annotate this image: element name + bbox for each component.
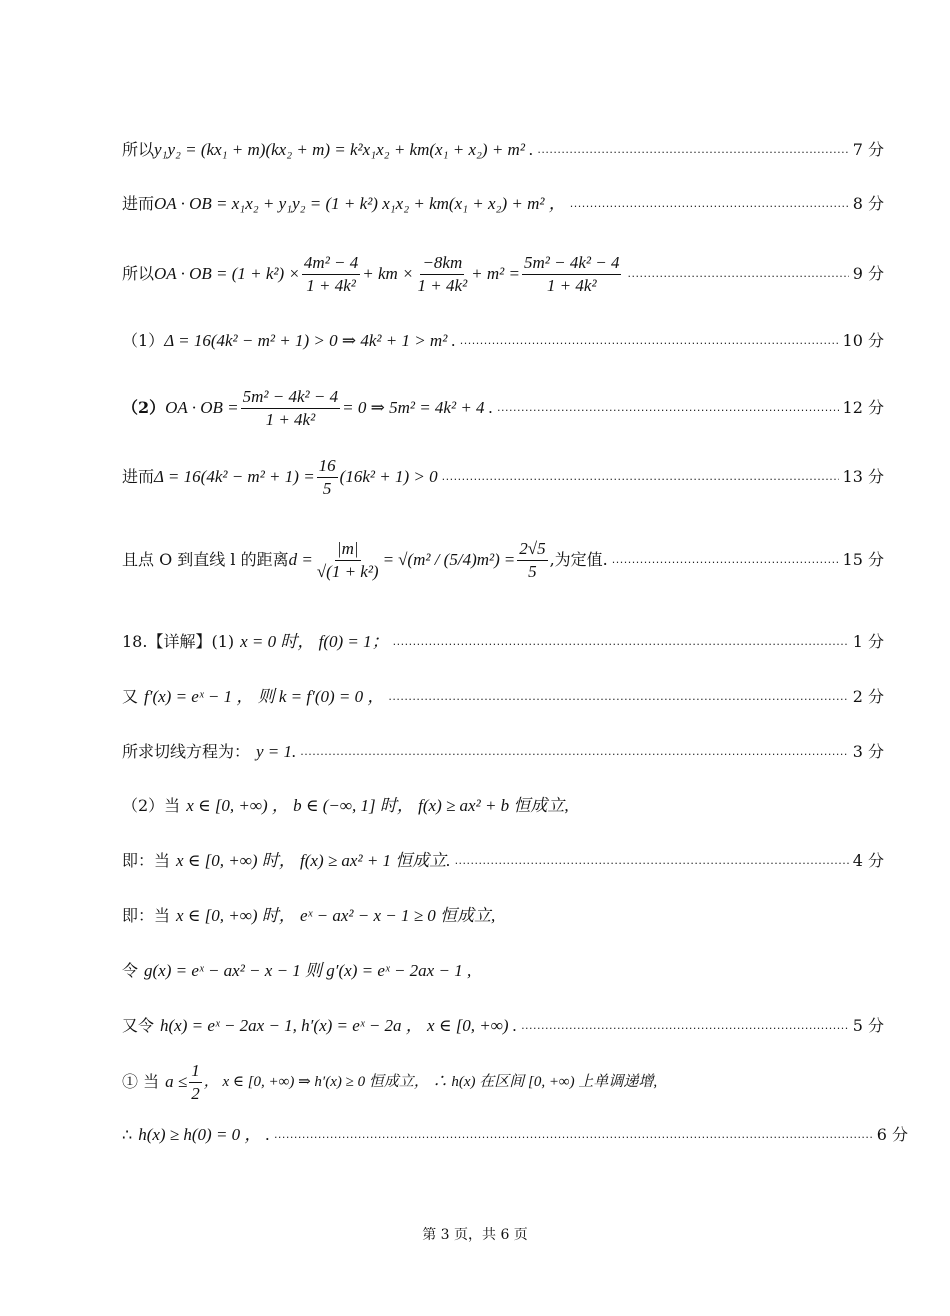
score-label: 6 分 (876, 1125, 908, 1144)
leader-dots (537, 143, 848, 163)
math-expression: Δ = 16(4k² − m² + 1) = (154, 467, 315, 486)
line-prefix: 18.【详解】(1) (122, 632, 235, 651)
math-expression: a ≤ (165, 1072, 188, 1091)
fraction-numerator: 5m² − 4k² − 4 (522, 252, 621, 275)
fraction-denominator: 5 (528, 561, 537, 581)
leader-dots (442, 470, 839, 490)
line-prefix: （1） (122, 331, 165, 350)
score-label: 1 分 (852, 632, 884, 651)
score-label: 5 分 (852, 1016, 884, 1035)
solution-line-4 (122, 331, 884, 351)
fraction (315, 538, 381, 583)
line-prefix: 又 (122, 687, 139, 706)
leader-dots (627, 267, 848, 287)
fraction (317, 455, 338, 500)
math-expression: y₁y₂ = (kx₁ + m)(kx₂ + m) = k²x₁x₂ + km(x₁ + x₂) + m² . (154, 140, 534, 159)
math-expression: OA · OB = (1 + k²) × (154, 264, 300, 283)
fraction (302, 252, 360, 297)
fraction-denominator: 1 + 4k² (417, 275, 468, 295)
score-label: 12 分 (842, 398, 884, 417)
fraction-numerator: 16 (317, 455, 338, 478)
score-label: 13 分 (842, 467, 884, 486)
leader-dots (497, 401, 839, 421)
line-prefix: 又令 (122, 1016, 155, 1035)
fraction-denominator: 1 + 4k² (306, 275, 356, 295)
math-expression: Δ = 16(4k² − m² + 1) > 0 ⇒ 4k² + 1 > m² . (164, 331, 456, 350)
fraction-numerator: 5m² − 4k² − 4 (241, 386, 340, 409)
leader-dots (570, 197, 849, 217)
leader-dots (521, 1019, 849, 1039)
score-label: 9 分 (852, 264, 884, 283)
line-prefix: （2） (122, 398, 166, 417)
fraction-denominator: 5 (322, 478, 332, 498)
leader-dots (393, 635, 849, 655)
leader-dots (300, 745, 848, 765)
line-prefix: ① 当 (122, 1072, 160, 1091)
line-prefix: 令 (122, 961, 139, 980)
math-expression: h(x) = eˣ − 2ax − 1, h′(x) = eˣ − 2a ， x ∈ [0, +∞) . (160, 1016, 518, 1035)
math-expression: x ∈ [0, +∞) 时， eˣ − ax² − x − 1 ≥ 0 恒成立, (176, 906, 496, 925)
math-expression: x ∈ [0, +∞) ， b ∈ (−∞, 1] 时， f(x) ≥ ax² + b 恒成立, (186, 796, 569, 815)
line-prefix: 且点 O 到直线 l 的距离 (122, 550, 289, 569)
math-expression: ， x ∈ [0, +∞) ⇒ h′(x) ≥ 0 恒成立， ∴ h(x) 在区间 [0, +∞) 上单调递增, (203, 1074, 658, 1090)
math-expression: + m² = (471, 264, 520, 283)
solution-line-1 (122, 140, 884, 160)
fraction (416, 252, 470, 297)
score-label: 15 分 (842, 550, 884, 569)
solution-line-2 (122, 194, 884, 214)
solution-line-11 (122, 796, 884, 816)
line-prefix: （2）当 (122, 796, 181, 815)
math-expression: + km × (362, 264, 414, 283)
math-expression: y = 1. (256, 742, 297, 761)
leader-dots (388, 690, 848, 710)
math-expression: = 0 ⇒ 5m² = 4k² + 4 . (342, 398, 494, 417)
fraction (517, 538, 547, 583)
score-label: 4 分 (852, 851, 884, 870)
solution-line-7 (122, 530, 884, 590)
leader-dots (612, 553, 839, 573)
solution-line-10 (122, 742, 884, 762)
solution-line-14 (122, 961, 884, 981)
score-label: 8 分 (852, 194, 884, 213)
fraction-denominator: 2 (191, 1083, 200, 1103)
math-expression: x = 0 时， f(0) = 1； (240, 632, 389, 651)
math-expression: d = (288, 550, 313, 569)
line-prefix: 进而 (122, 194, 155, 213)
fraction-denominator: 1 + 4k² (265, 409, 316, 429)
solution-line-17 (122, 1125, 908, 1145)
line-prefix: 所以 (122, 140, 155, 159)
fraction (241, 386, 340, 431)
fraction (189, 1060, 202, 1105)
line-prefix: 所以 (122, 264, 155, 283)
leader-dots (455, 854, 849, 874)
solution-line-16 (122, 1060, 884, 1104)
solution-line-9 (122, 687, 884, 707)
math-expression: = (382, 550, 395, 569)
fraction-numerator: 1 (189, 1060, 202, 1083)
radical-expression: √(m² / (5/4)m²) (398, 550, 500, 569)
score-label: 10 分 (842, 331, 884, 350)
page-footer: 第 3 页，共 6 页 (422, 1227, 528, 1243)
solution-line-12 (122, 851, 884, 871)
line-prefix: 即：当 (122, 851, 171, 870)
fraction-numerator: −8km (420, 252, 464, 275)
math-expression: = (503, 550, 516, 569)
math-expression: OA · OB = x₁x₂ + y₁y₂ = (1 + k²) x₁x₂ + km(x₁ + x₂) + m² ， (154, 194, 566, 213)
line-prefix: 进而 (122, 467, 155, 486)
solution-line-3 (122, 252, 884, 296)
line-prefix: ∴ (122, 1125, 133, 1144)
line-suffix: ,为定值. (549, 550, 608, 569)
fraction-numerator: 4m² − 4 (302, 252, 360, 275)
score-label: 2 分 (852, 687, 884, 706)
math-expression: (16k² + 1) > 0 (339, 467, 438, 486)
solution-line-5 (122, 386, 884, 430)
math-expression: OA · OB = (165, 398, 239, 417)
fraction (522, 252, 621, 297)
score-label: 3 分 (852, 742, 884, 761)
solution-line-6 (122, 455, 884, 499)
solution-line-15 (122, 1016, 884, 1036)
solution-line-13 (122, 906, 884, 926)
math-expression: x ∈ [0, +∞) 时， f(x) ≥ ax² + 1 恒成立. (176, 851, 451, 870)
fraction-numerator: |m| (335, 538, 361, 561)
fraction-denominator: √(1 + k²) (316, 561, 379, 581)
line-prefix: 即：当 (122, 906, 171, 925)
fraction-numerator: 2√5 (517, 538, 547, 561)
math-expression: g(x) = eˣ − ax² − x − 1 则 g′(x) = eˣ − 2ax − 1 , (144, 961, 472, 980)
solution-line-8 (122, 632, 884, 652)
leader-dots (274, 1128, 873, 1148)
math-expression: f′(x) = eˣ − 1 ， 则 k = f′(0) = 0 ， (144, 687, 385, 706)
math-expression: h(x) ≥ h(0) = 0 ， . (138, 1125, 270, 1144)
line-prefix: 所求切线方程为： (122, 742, 251, 761)
fraction-denominator: 1 + 4k² (546, 275, 597, 295)
score-label: 7 分 (852, 140, 884, 159)
leader-dots (460, 334, 839, 354)
